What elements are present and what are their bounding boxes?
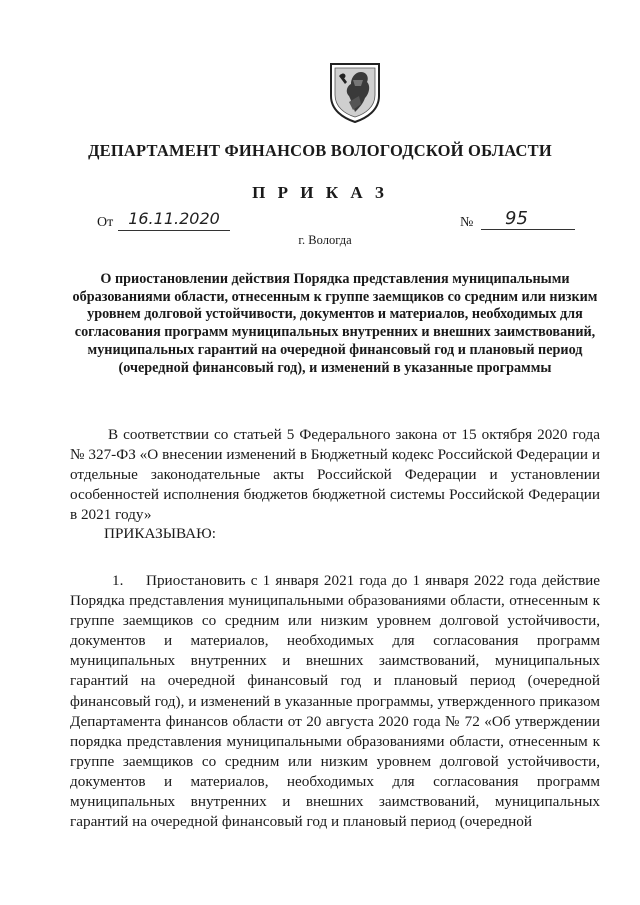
date-number-row [0,210,640,250]
document-type: П Р И К А З [252,183,388,202]
city-name: г. Вологда [298,233,352,247]
order-verb: ПРИКАЗЫВАЮ: [104,525,216,542]
number-label: № [460,215,474,230]
item-text: Приостановить с 1 января 2021 года до 1 января 2022 года действие Порядка представления муниципальными образованиями области, отнесенным к группе заемщиков со средним или низким уровнем долговой устойчивости, документов и материалов, необходимых для согласования программ муниципальных внутренних и внешних заимствований, муниципальных гарантий на очередной финансовый год и плановый период (очередной финансовый год), и изменений в указанные программы, утвержденного приказом Департамента финансов области от 20 августа 2020 года № 72 «Об утверждении порядка представления муниципальными образованиями области, отнесенным к группе заемщиков со средним или низким уровнем долговой устойчивости, документов и материалов, необходимых для согласования программ муниципальных внутренних и внешних заимствований, муниципальных гарантий на очередной финансовый год и плановый период (очередной [70,572,600,831]
coat-of-arms-icon [327,60,383,124]
number-handwritten: 95 [481,208,575,230]
item-number: 1. [112,572,124,589]
preamble-paragraph: В соответствии со статьей 5 Федерального закона от 15 октября 2020 года № 327-ФЗ «О внесении изменений в Бюджетный кодекс Российской Федерации и отдельные законодательные акты Российской Федерации и установлении особенностей исполнения бюджетов бюджетной системы Российской Федерации в 2021 году» [70,426,600,523]
department-name: ДЕПАРТАМЕНТ ФИНАНСОВ ВОЛОГОДСКОЙ ОБЛАСТИ [88,141,552,160]
item-paragraph [70,571,600,832]
document-title: О приостановлении действия Порядка представления муниципальными образованиями области, отнесенным к группе заемщиков со средним или низким уровнем долговой устойчивости, документов и материалов, необходимых для согласования программ муниципальных внутренних и внешних заимствований, муниципальных гарантий на очередной финансовый год и плановый период (очередной финансовый год), и изменений в указанные программы [72,271,598,376]
date-label: От [97,215,114,230]
date-handwritten: 16.11.2020 [118,208,230,231]
